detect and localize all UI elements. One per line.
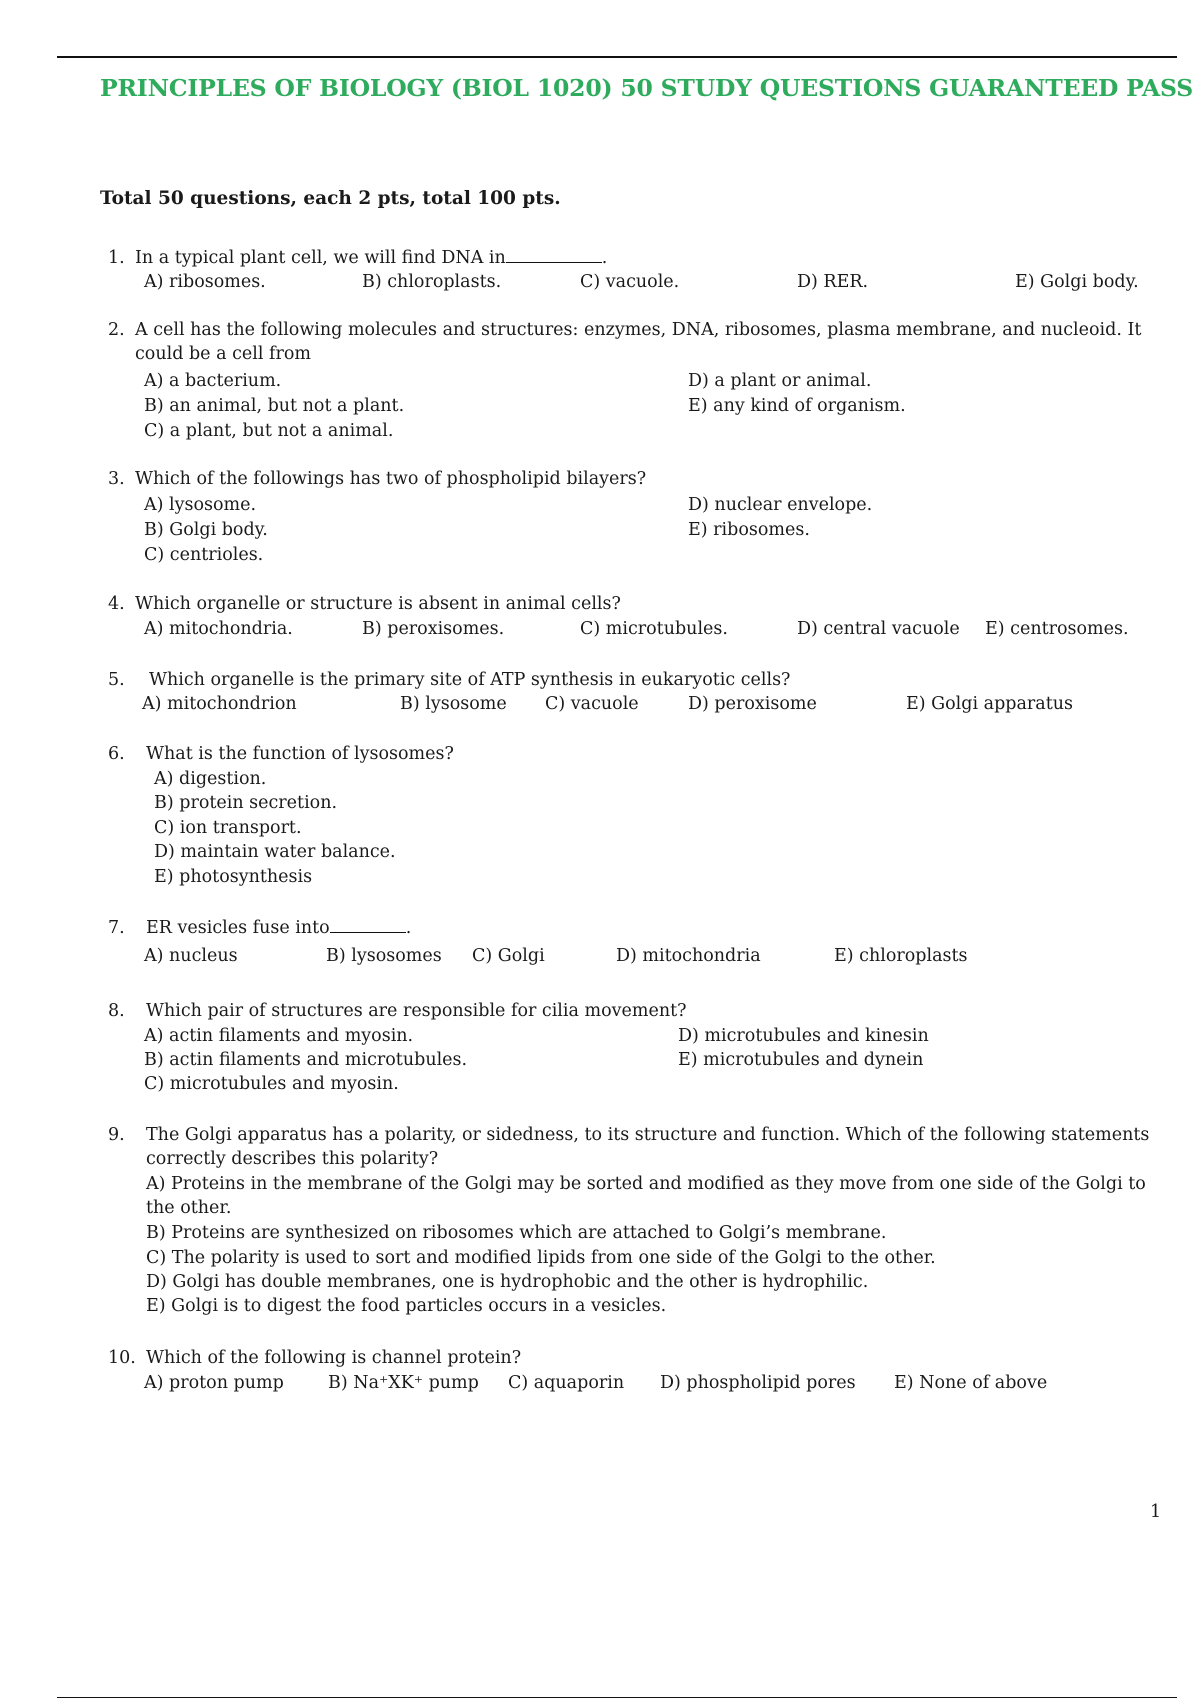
answer-option: E) ribosomes. <box>688 520 810 540</box>
answer-option: D) nuclear envelope. <box>688 495 873 515</box>
answer-option: E) Golgi apparatus <box>906 694 1073 714</box>
question-number: 7. <box>108 918 125 938</box>
document-title: PRINCIPLES OF BIOLOGY (BIOL 1020) 50 STUDY QUESTIONS GUARANTEED PASS <box>100 74 1193 102</box>
answer-option: A) a bacterium. <box>144 371 282 391</box>
answer-blank <box>330 916 406 933</box>
answer-option: B) Proteins are synthesized on ribosomes which are attached to Golgi’s membrane. <box>146 1223 887 1243</box>
answer-option: B) actin filaments and microtubules. <box>144 1050 468 1070</box>
question-text: Which organelle or structure is absent in animal cells? <box>135 594 621 614</box>
question-text: A cell has the following molecules and structures: enzymes, DNA, ribosomes, plasma membrane, and nucleoid. It could be a cell from <box>135 320 1142 364</box>
answer-option: B) peroxisomes. <box>362 619 505 639</box>
answer-option: D) mitochondria <box>616 946 761 966</box>
question-text: The Golgi apparatus has a polarity, or sidedness, to its structure and function. Which of the following statements correctly describes this polarity? <box>146 1125 1150 1169</box>
answer-option: A) digestion. <box>154 769 267 789</box>
answer-option: C) vacuole. <box>580 272 680 292</box>
answer-option: E) centrosomes. <box>985 619 1129 639</box>
answer-option: D) microtubules and kinesin <box>678 1026 929 1046</box>
question-number: 9. <box>108 1125 125 1145</box>
answer-option: C) ion transport. <box>154 818 302 838</box>
answer-option: A) proton pump <box>144 1373 284 1393</box>
question-number: 3. <box>108 469 125 489</box>
answer-option: E) None of above <box>894 1373 1048 1393</box>
question-number: 8. <box>108 1001 125 1021</box>
answer-option: C) microtubules and myosin. <box>144 1074 399 1094</box>
question-text: Which organelle is the primary site of ATP synthesis in eukaryotic cells? <box>149 670 791 690</box>
answer-option: A) Proteins in the membrane of the Golgi may be sorted and modified as they move from one side of the Golgi to the other. <box>146 1174 1146 1218</box>
total-points-note: Total 50 questions, each 2 pts, total 100 pts. <box>100 188 561 209</box>
question-number: 10. <box>108 1348 136 1368</box>
answer-option: E) photosynthesis <box>154 867 313 887</box>
question-number: 5. <box>108 670 125 690</box>
answer-option: B) protein secretion. <box>154 793 338 813</box>
answer-option: D) Golgi has double membranes, one is hydrophobic and the other is hydrophilic. <box>146 1272 869 1292</box>
question-number: 1. <box>108 248 125 268</box>
answer-option: B) an animal, but not a plant. <box>144 396 405 416</box>
answer-option: E) Golgi is to digest the food particles occurs in a vesicles. <box>146 1296 667 1316</box>
answer-option: C) centrioles. <box>144 545 264 565</box>
question-text: Which of the following is channel protein? <box>146 1348 522 1368</box>
answer-option: D) peroxisome <box>688 694 817 714</box>
answer-option: A) actin filaments and myosin. <box>144 1026 414 1046</box>
answer-option: B) Na⁺XK⁺ pump <box>328 1373 479 1393</box>
question-text: In a typical plant cell, we will find DNA in . <box>135 248 608 268</box>
answer-option: C) Golgi <box>472 946 545 966</box>
answer-option: C) a plant, but not a animal. <box>144 421 394 441</box>
answer-option: C) microtubules. <box>580 619 728 639</box>
answer-option: B) Golgi body. <box>144 520 268 540</box>
question-text: Which pair of structures are responsible for cilia movement? <box>146 1001 687 1021</box>
answer-option: E) microtubules and dynein <box>678 1050 924 1070</box>
answer-option: A) mitochondrion <box>142 694 297 714</box>
question-text: ER vesicles fuse into . <box>146 918 412 938</box>
answer-blank <box>506 246 602 263</box>
answer-option: A) mitochondria. <box>144 619 293 639</box>
answer-option: B) lysosome <box>400 694 507 714</box>
answer-option: E) chloroplasts <box>834 946 968 966</box>
answer-option: D) central vacuole <box>797 619 960 639</box>
question-text: Which of the followings has two of phospholipid bilayers? <box>135 469 647 489</box>
answer-option: D) a plant or animal. <box>688 371 872 391</box>
answer-option: A) nucleus <box>144 946 238 966</box>
answer-option: B) chloroplasts. <box>362 272 502 292</box>
answer-option: A) lysosome. <box>144 495 257 515</box>
question-number: 4. <box>108 594 125 614</box>
page-number: 1 <box>1150 1502 1162 1522</box>
answer-option: D) maintain water balance. <box>154 842 396 862</box>
answer-option: D) RER. <box>797 272 869 292</box>
answer-option: C) The polarity is used to sort and modified lipids from one side of the Golgi to the other. <box>146 1248 936 1268</box>
top-rule <box>57 56 1177 58</box>
question-number: 6. <box>108 744 125 764</box>
answer-option: B) lysosomes <box>326 946 442 966</box>
answer-option: C) aquaporin <box>508 1373 625 1393</box>
answer-option: E) any kind of organism. <box>688 396 906 416</box>
bottom-rule <box>57 1697 1177 1698</box>
answer-option: A) ribosomes. <box>144 272 266 292</box>
question-number: 2. <box>108 320 125 340</box>
answer-option: C) vacuole <box>545 694 639 714</box>
answer-option: E) Golgi body. <box>1015 272 1139 292</box>
answer-option: D) phospholipid pores <box>660 1373 856 1393</box>
question-text: What is the function of lysosomes? <box>146 744 454 764</box>
